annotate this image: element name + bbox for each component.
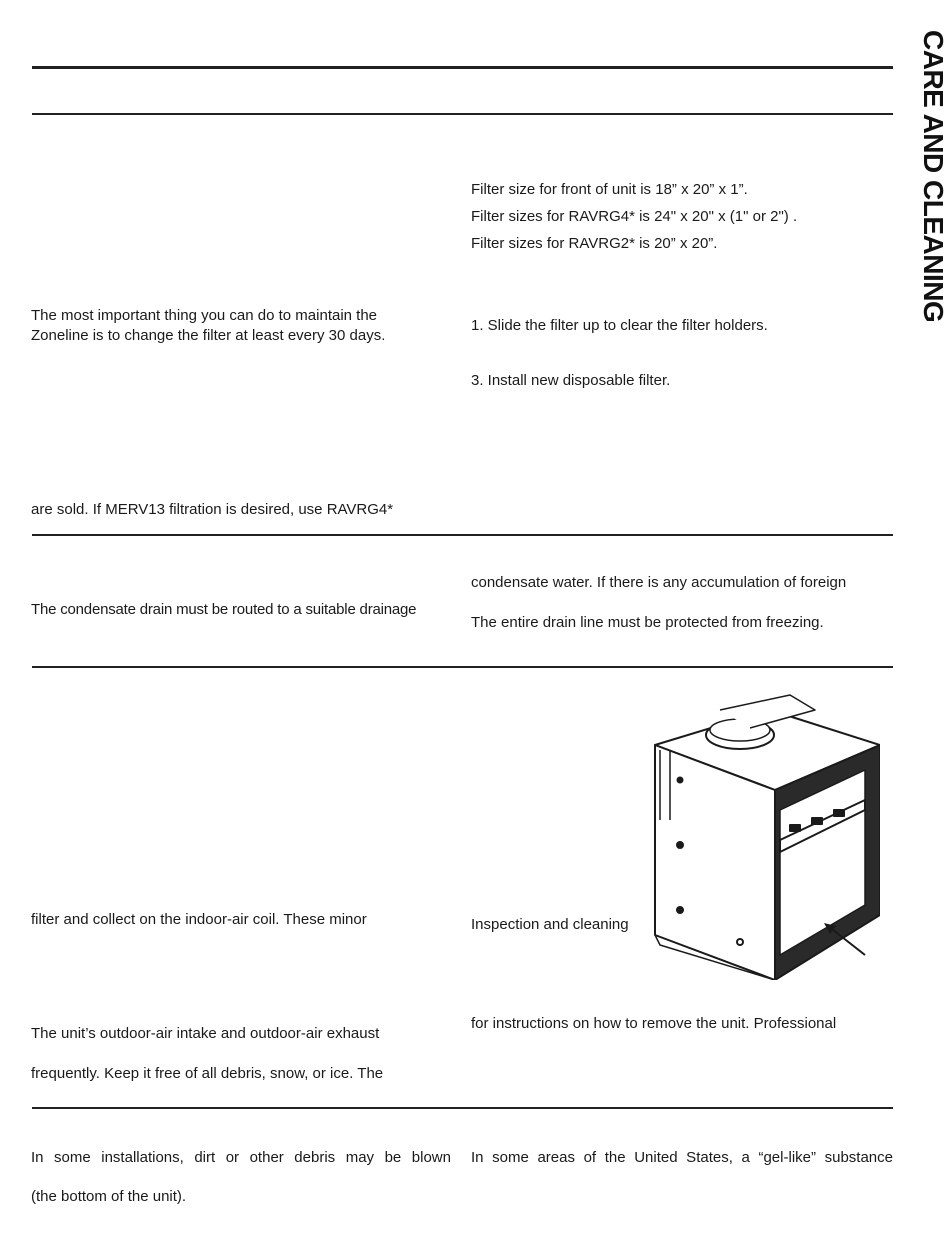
filter-intro-line-1: The most important thing you can do to maintain the [31, 307, 378, 324]
filter-step-3: 3. Install new disposable filter. [471, 372, 671, 389]
section-rule-2 [32, 534, 893, 536]
coil-left-line-2: The unit’s outdoor-air intake and outdoor-air exhaust [31, 1025, 380, 1042]
section-rule-3 [32, 666, 893, 668]
condensate-right-line-2: The entire drain line must be protected from freezing. [471, 614, 824, 631]
figure-caption: Inspection and cleaning [471, 916, 629, 933]
bottom-left-line-2: (the bottom of the unit). [31, 1188, 187, 1205]
filter-size-rg2: Filter sizes for RAVRG2* is 20” x 20”. [471, 235, 718, 252]
section-rule-4 [32, 1107, 893, 1109]
filter-step-1: 1. Slide the filter up to clear the filter holders. [471, 317, 768, 334]
coil-right-line: for instructions on how to remove the unit. Professional [471, 1015, 837, 1032]
filter-size-rg4: Filter sizes for RAVRG4* is 24" x 20" x (1" or 2") . [471, 208, 798, 225]
coil-left-line-1: filter and collect on the indoor-air coil. These minor [31, 911, 367, 928]
top-rule [32, 66, 893, 69]
unit-illustration [640, 690, 880, 980]
condensate-right-line-1: condensate water. If there is any accumulation of foreign [471, 574, 847, 591]
filter-sold-line: are sold. If MERV13 filtration is desired, use RAVRG4* [31, 501, 394, 518]
filter-size-front: Filter size for front of unit is 18” x 20” x 1”. [471, 181, 748, 198]
bottom-left-line-1: In some installations, dirt or other debris may be blown [31, 1149, 451, 1166]
section-rule-1 [32, 113, 893, 115]
coil-left-line-3: frequently. Keep it free of all debris, snow, or ice. The [31, 1065, 384, 1082]
condensate-left-line: The condensate drain must be routed to a suitable drainage [31, 601, 417, 618]
side-tab-title: CARE AND CLEANING [918, 30, 949, 323]
bottom-right-line-1: In some areas of the United States, a “gel-like” substance [471, 1149, 893, 1166]
filter-intro-line-2: Zoneline is to change the filter at least every 30 days. [31, 327, 386, 344]
